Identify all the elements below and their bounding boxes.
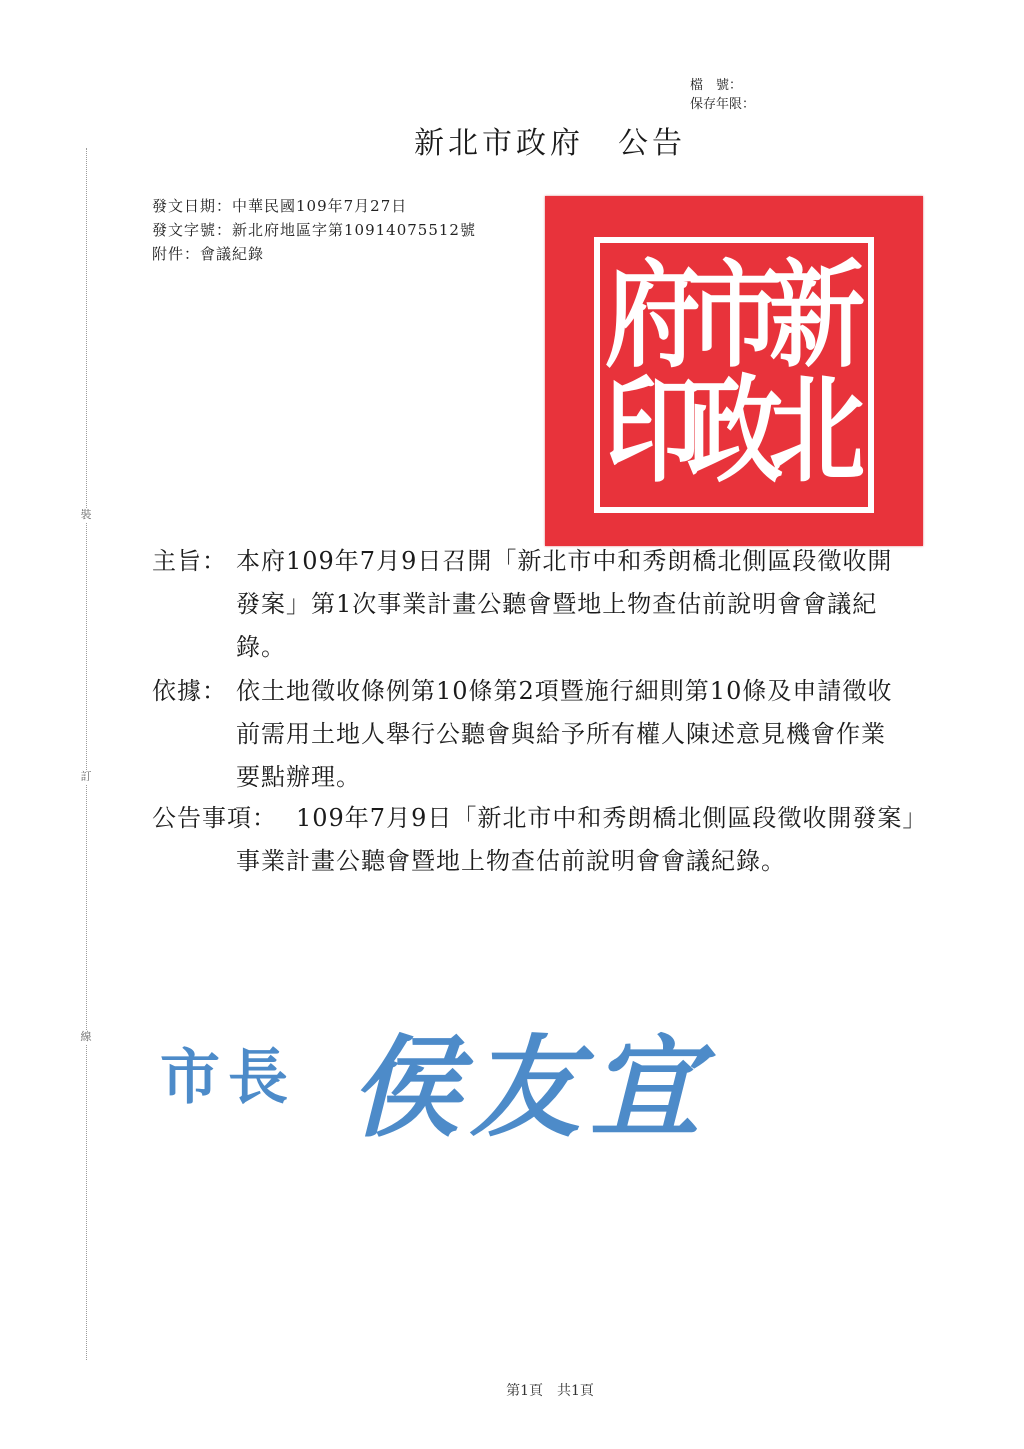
binding-mark-top: 裝 bbox=[77, 508, 95, 522]
seal-char-6: 印 bbox=[605, 362, 701, 499]
seal-char-2: 北 bbox=[769, 362, 865, 499]
basis-label: 依據： bbox=[152, 677, 227, 705]
document-number: 發文字號：新北府地區字第10914075512號 bbox=[152, 221, 476, 239]
basis-line: 依土地徵收條例第10條第2項暨施行細則第10條及申請徵收 bbox=[236, 677, 893, 705]
subject-label: 主旨： bbox=[152, 547, 227, 575]
file-info bbox=[690, 76, 755, 114]
notice-line: 109年7月9日「新北市中和秀朗橋北側區段徵收開發案」 bbox=[296, 804, 928, 832]
issue-date: 發文日期：中華民國109年7月27日 bbox=[152, 197, 408, 215]
seal-char-5: 府 bbox=[605, 247, 701, 384]
signature-title: 市長 bbox=[160, 1043, 296, 1113]
document-title: 新北市政府 公告 bbox=[414, 126, 686, 161]
notice-body-rest bbox=[236, 840, 786, 883]
basis-body bbox=[236, 670, 892, 799]
page-number: 第1頁 共1頁 bbox=[506, 1383, 594, 1399]
official-seal bbox=[545, 196, 923, 546]
mayor-signature bbox=[160, 1000, 720, 1152]
basis-line: 要點辦理。 bbox=[236, 763, 361, 791]
seal-char-3: 市 bbox=[687, 247, 783, 384]
subject-line: 錄。 bbox=[236, 633, 286, 661]
document-meta bbox=[152, 194, 476, 266]
attachment: 附件：會議紀錄 bbox=[152, 245, 265, 263]
notice-line: 事業計畫公聽會暨地上物查估前說明會會議紀錄。 bbox=[236, 847, 786, 875]
notice-body-first bbox=[296, 797, 927, 840]
file-number-label: 檔 號： bbox=[690, 78, 743, 93]
subject-body bbox=[236, 540, 892, 669]
binding-mark-middle: 訂 bbox=[77, 770, 95, 784]
seal-char-1: 新 bbox=[769, 247, 865, 384]
seal-char-4: 政 bbox=[687, 362, 783, 499]
signature-name: 侯友宜 bbox=[350, 1023, 710, 1152]
binding-line bbox=[86, 148, 87, 1360]
binding-mark-bottom: 線 bbox=[77, 1030, 95, 1044]
notice-label: 公告事項： bbox=[152, 804, 277, 832]
subject-line: 發案」第1次事業計畫公聽會暨地上物查估前說明會會議紀 bbox=[236, 590, 878, 618]
basis-line: 前需用土地人舉行公聽會與給予所有權人陳述意見機會作業 bbox=[236, 720, 886, 748]
retention-period-label: 保存年限： bbox=[690, 97, 756, 112]
subject-line: 本府109年7月9日召開「新北市中和秀朗橋北側區段徵收開 bbox=[236, 547, 893, 575]
